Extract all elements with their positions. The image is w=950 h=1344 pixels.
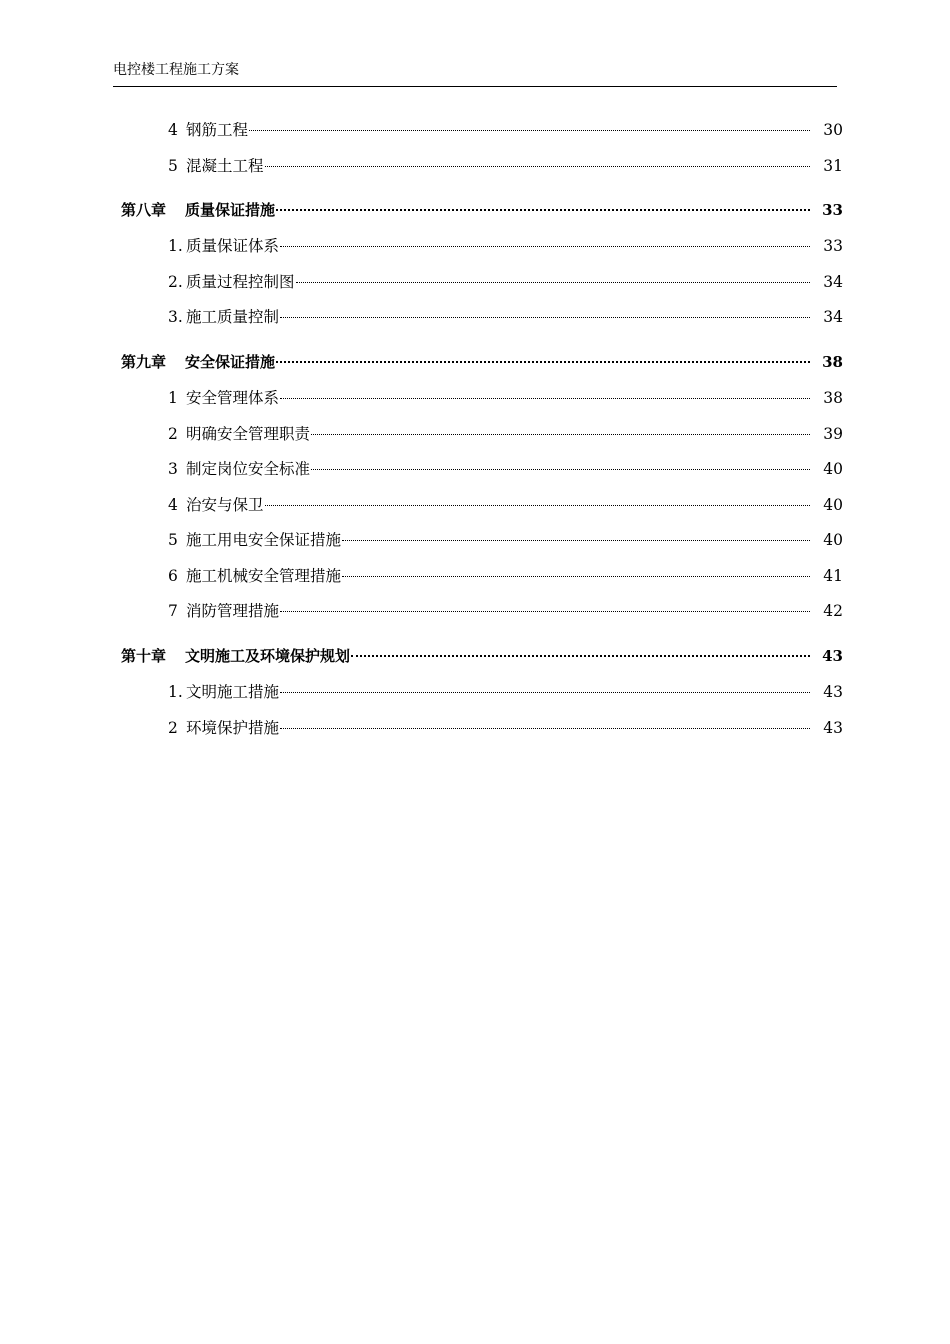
toc-entry-title: 文明施工措施 xyxy=(186,683,280,701)
toc-entry-page: 42 xyxy=(823,602,843,620)
toc-entry[interactable] xyxy=(0,271,950,293)
toc-entry-number: 4 xyxy=(168,121,178,139)
toc-entry[interactable] xyxy=(0,306,950,328)
toc-entry-page: 40 xyxy=(823,496,843,514)
toc-chapter-number: 第八章 xyxy=(121,201,167,219)
toc-entry-title: 施工质量控制 xyxy=(186,308,280,326)
toc-entry-number: 1 xyxy=(168,389,178,407)
toc-entry[interactable] xyxy=(0,529,950,551)
dot-leader xyxy=(296,282,810,283)
toc-entry[interactable] xyxy=(0,681,950,703)
toc-chapter-number: 第十章 xyxy=(121,647,167,665)
toc-entry[interactable] xyxy=(0,717,950,739)
toc-entry[interactable] xyxy=(0,458,950,480)
dot-leader xyxy=(280,317,810,318)
toc-entry[interactable] xyxy=(0,119,950,141)
toc-entry-title: 混凝土工程 xyxy=(186,157,264,175)
toc-entry-number: 2 xyxy=(168,719,178,737)
dot-leader xyxy=(311,434,810,435)
toc-entry-number: 7 xyxy=(168,602,178,620)
dot-leader xyxy=(311,469,810,470)
document-title: 电控楼工程施工方案 xyxy=(113,62,239,78)
toc-entry-page: 40 xyxy=(823,460,843,478)
dot-leader xyxy=(249,130,810,131)
toc-entry-number: 1. xyxy=(168,683,183,701)
toc-chapter-title: 安全保证措施 xyxy=(185,353,276,371)
toc-entry-page: 38 xyxy=(823,389,843,407)
toc-entry-number: 6 xyxy=(168,567,178,585)
dot-leader xyxy=(280,611,810,612)
toc-chapter-page: 33 xyxy=(822,201,843,219)
toc-chapter-page: 38 xyxy=(822,353,843,371)
toc-entry-title: 钢筋工程 xyxy=(186,121,249,139)
dot-leader xyxy=(265,166,810,167)
toc-entry[interactable] xyxy=(0,235,950,257)
dot-leader xyxy=(280,692,810,693)
dot-leader xyxy=(265,505,810,506)
toc-entry-title: 环境保护措施 xyxy=(186,719,280,737)
toc-entry[interactable] xyxy=(0,387,950,409)
dot-leader xyxy=(342,576,810,577)
toc-entry-title: 质量过程控制图 xyxy=(186,273,295,291)
toc-entry-title: 消防管理措施 xyxy=(186,602,280,620)
toc-entry[interactable] xyxy=(0,423,950,445)
dot-leader xyxy=(351,655,810,657)
dot-leader xyxy=(280,398,810,399)
toc-entry-title: 质量保证体系 xyxy=(186,237,280,255)
toc-entry-number: 2. xyxy=(168,273,183,291)
toc-chapter-entry[interactable] xyxy=(0,645,950,667)
toc-entry-page: 34 xyxy=(823,308,843,326)
toc-chapter-entry[interactable] xyxy=(0,199,950,221)
toc-chapter-entry[interactable] xyxy=(0,351,950,373)
toc-entry-title: 制定岗位安全标准 xyxy=(186,460,311,478)
toc-entry-page: 33 xyxy=(823,237,843,255)
toc-entry-title: 治安与保卫 xyxy=(186,496,264,514)
toc-entry-title: 安全管理体系 xyxy=(186,389,280,407)
toc-entry-page: 34 xyxy=(823,273,843,291)
toc-entry-page: 43 xyxy=(823,719,843,737)
toc-entry-number: 1. xyxy=(168,237,183,255)
toc-entry[interactable] xyxy=(0,565,950,587)
dot-leader xyxy=(342,540,810,541)
toc-entry[interactable] xyxy=(0,600,950,622)
toc-entry-page: 30 xyxy=(823,121,843,139)
toc-entry[interactable] xyxy=(0,155,950,177)
toc-entry-title: 施工机械安全管理措施 xyxy=(186,567,342,585)
toc-entry-title: 明确安全管理职责 xyxy=(186,425,311,443)
toc-chapter-page: 43 xyxy=(822,647,843,665)
toc-chapter-title: 文明施工及环境保护规划 xyxy=(185,647,351,665)
toc-entry-title: 施工用电安全保证措施 xyxy=(186,531,342,549)
toc-entry-number: 5 xyxy=(168,157,178,175)
page-header xyxy=(113,58,837,87)
toc-entry-number: 3 xyxy=(168,460,178,478)
toc-entry-page: 39 xyxy=(823,425,843,443)
toc-entry-page: 41 xyxy=(823,567,843,585)
toc-entry-number: 2 xyxy=(168,425,178,443)
toc-entry-number: 5 xyxy=(168,531,178,549)
dot-leader xyxy=(280,246,810,247)
toc-chapter-title: 质量保证措施 xyxy=(185,201,276,219)
toc-entry-page: 40 xyxy=(823,531,843,549)
toc-entry-number: 3. xyxy=(168,308,183,326)
toc-entry[interactable] xyxy=(0,494,950,516)
toc-entry-page: 43 xyxy=(823,683,843,701)
toc-entry-page: 31 xyxy=(823,157,843,175)
dot-leader xyxy=(276,361,810,363)
dot-leader xyxy=(276,209,810,211)
dot-leader xyxy=(280,728,810,729)
toc-entry-number: 4 xyxy=(168,496,178,514)
toc-chapter-number: 第九章 xyxy=(121,353,167,371)
